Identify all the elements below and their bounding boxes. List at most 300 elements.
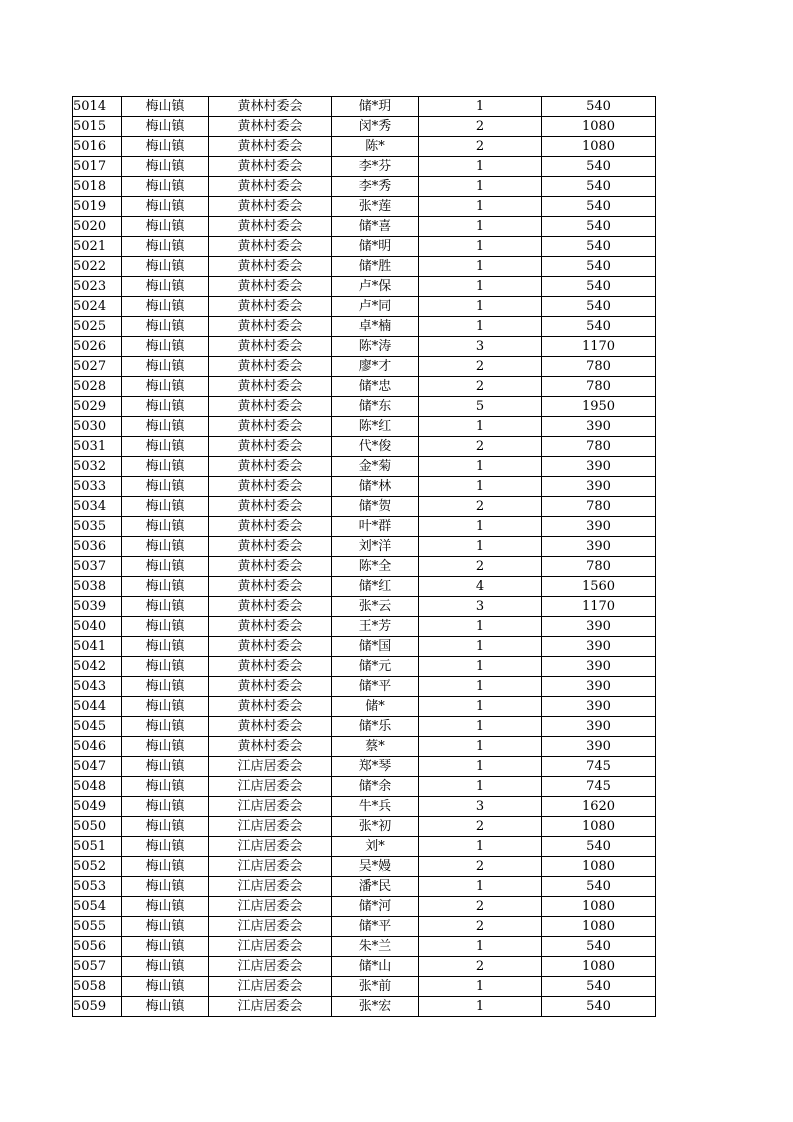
village-committee-cell: 江店居委会 [209,817,332,837]
household-count-cell: 2 [419,957,542,977]
village-committee-cell: 黄林村委会 [209,657,332,677]
town-cell: 梅山镇 [122,997,209,1017]
person-name-cell: 蔡* [332,737,419,757]
record-id-cell: 5031 [73,437,122,457]
town-cell: 梅山镇 [122,577,209,597]
town-cell: 梅山镇 [122,297,209,317]
person-name-cell: 王*芳 [332,617,419,637]
table-row [73,957,656,977]
village-committee-cell: 黄林村委会 [209,517,332,537]
household-count-cell: 2 [419,357,542,377]
household-count-cell: 2 [419,557,542,577]
person-name-cell: 李*秀 [332,177,419,197]
household-count-cell: 2 [419,437,542,457]
record-id-cell: 5051 [73,837,122,857]
village-committee-cell: 黄林村委会 [209,297,332,317]
amount-cell: 1080 [542,817,656,837]
amount-cell: 745 [542,757,656,777]
person-name-cell: 刘* [332,837,419,857]
amount-cell: 780 [542,437,656,457]
record-id-cell: 5020 [73,217,122,237]
record-id-cell: 5046 [73,737,122,757]
amount-cell: 1080 [542,897,656,917]
person-name-cell: 牛*兵 [332,797,419,817]
record-id-cell: 5016 [73,137,122,157]
household-count-cell: 1 [419,637,542,657]
amount-cell: 540 [542,877,656,897]
table-row [73,357,656,377]
amount-cell: 390 [542,617,656,637]
town-cell: 梅山镇 [122,497,209,517]
household-count-cell: 4 [419,577,542,597]
town-cell: 梅山镇 [122,957,209,977]
record-id-cell: 5019 [73,197,122,217]
record-id-cell: 5032 [73,457,122,477]
records-table-body [73,97,656,1017]
person-name-cell: 张*云 [332,597,419,617]
amount-cell: 390 [542,517,656,537]
person-name-cell: 刘*洋 [332,537,419,557]
person-name-cell: 储*河 [332,897,419,917]
record-id-cell: 5036 [73,537,122,557]
village-committee-cell: 黄林村委会 [209,157,332,177]
town-cell: 梅山镇 [122,757,209,777]
table-row [73,637,656,657]
table-row [73,117,656,137]
amount-cell: 780 [542,357,656,377]
village-committee-cell: 黄林村委会 [209,97,332,117]
amount-cell: 540 [542,237,656,257]
amount-cell: 1620 [542,797,656,817]
amount-cell: 540 [542,297,656,317]
record-id-cell: 5022 [73,257,122,277]
household-count-cell: 1 [419,977,542,997]
household-count-cell: 1 [419,877,542,897]
person-name-cell: 储*平 [332,677,419,697]
table-row [73,597,656,617]
record-id-cell: 5058 [73,977,122,997]
person-name-cell: 储*胜 [332,257,419,277]
household-count-cell: 1 [419,97,542,117]
town-cell: 梅山镇 [122,697,209,717]
town-cell: 梅山镇 [122,677,209,697]
town-cell: 梅山镇 [122,937,209,957]
town-cell: 梅山镇 [122,717,209,737]
household-count-cell: 1 [419,297,542,317]
village-committee-cell: 江店居委会 [209,777,332,797]
amount-cell: 540 [542,157,656,177]
household-count-cell: 1 [419,517,542,537]
amount-cell: 390 [542,417,656,437]
town-cell: 梅山镇 [122,917,209,937]
table-row [73,937,656,957]
town-cell: 梅山镇 [122,217,209,237]
table-row [73,577,656,597]
village-committee-cell: 黄林村委会 [209,377,332,397]
person-name-cell: 储*平 [332,917,419,937]
amount-cell: 540 [542,977,656,997]
person-name-cell: 廖*才 [332,357,419,377]
household-count-cell: 1 [419,277,542,297]
village-committee-cell: 黄林村委会 [209,477,332,497]
record-id-cell: 5026 [73,337,122,357]
household-count-cell: 1 [419,237,542,257]
person-name-cell: 张*宏 [332,997,419,1017]
amount-cell: 540 [542,177,656,197]
village-committee-cell: 黄林村委会 [209,497,332,517]
table-row [73,657,656,677]
person-name-cell: 卓*楠 [332,317,419,337]
person-name-cell: 张*前 [332,977,419,997]
village-committee-cell: 江店居委会 [209,757,332,777]
person-name-cell: 代*俊 [332,437,419,457]
person-name-cell: 陈*红 [332,417,419,437]
town-cell: 梅山镇 [122,897,209,917]
household-count-cell: 1 [419,997,542,1017]
record-id-cell: 5055 [73,917,122,937]
town-cell: 梅山镇 [122,837,209,857]
amount-cell: 780 [542,377,656,397]
town-cell: 梅山镇 [122,417,209,437]
household-count-cell: 1 [419,777,542,797]
village-committee-cell: 黄林村委会 [209,637,332,657]
person-name-cell: 储*林 [332,477,419,497]
table-row [73,457,656,477]
amount-cell: 540 [542,937,656,957]
table-row [73,897,656,917]
table-row [73,677,656,697]
person-name-cell: 张*初 [332,817,419,837]
village-committee-cell: 黄林村委会 [209,417,332,437]
table-row [73,277,656,297]
village-committee-cell: 江店居委会 [209,937,332,957]
town-cell: 梅山镇 [122,397,209,417]
town-cell: 梅山镇 [122,257,209,277]
person-name-cell: 朱*兰 [332,937,419,957]
person-name-cell: 卢*保 [332,277,419,297]
amount-cell: 1080 [542,137,656,157]
amount-cell: 780 [542,497,656,517]
record-id-cell: 5049 [73,797,122,817]
person-name-cell: 吴*嫚 [332,857,419,877]
household-count-cell: 1 [419,217,542,237]
village-committee-cell: 黄林村委会 [209,557,332,577]
village-committee-cell: 江店居委会 [209,897,332,917]
village-committee-cell: 黄林村委会 [209,597,332,617]
table-row [73,697,656,717]
town-cell: 梅山镇 [122,197,209,217]
amount-cell: 540 [542,217,656,237]
person-name-cell: 储*喜 [332,217,419,237]
household-count-cell: 3 [419,797,542,817]
table-row [73,917,656,937]
person-name-cell: 储*忠 [332,377,419,397]
town-cell: 梅山镇 [122,177,209,197]
town-cell: 梅山镇 [122,597,209,617]
person-name-cell: 陈*全 [332,557,419,577]
town-cell: 梅山镇 [122,777,209,797]
household-count-cell: 1 [419,697,542,717]
table-row [73,257,656,277]
table-row [73,297,656,317]
village-committee-cell: 黄林村委会 [209,437,332,457]
amount-cell: 540 [542,277,656,297]
household-count-cell: 1 [419,317,542,337]
household-count-cell: 1 [419,617,542,637]
household-count-cell: 1 [419,417,542,437]
record-id-cell: 5039 [73,597,122,617]
person-name-cell: 卢*同 [332,297,419,317]
amount-cell: 390 [542,537,656,557]
record-id-cell: 5025 [73,317,122,337]
village-committee-cell: 黄林村委会 [209,537,332,557]
table-row [73,217,656,237]
town-cell: 梅山镇 [122,117,209,137]
village-committee-cell: 黄林村委会 [209,577,332,597]
table-row [73,97,656,117]
record-id-cell: 5033 [73,477,122,497]
person-name-cell: 潘*民 [332,877,419,897]
table-row [73,237,656,257]
amount-cell: 780 [542,557,656,577]
record-id-cell: 5059 [73,997,122,1017]
household-count-cell: 1 [419,457,542,477]
record-id-cell: 5056 [73,937,122,957]
village-committee-cell: 黄林村委会 [209,337,332,357]
person-name-cell: 储* [332,697,419,717]
record-id-cell: 5044 [73,697,122,717]
record-id-cell: 5028 [73,377,122,397]
person-name-cell: 储*乐 [332,717,419,737]
record-id-cell: 5043 [73,677,122,697]
table-row [73,777,656,797]
household-count-cell: 2 [419,857,542,877]
town-cell: 梅山镇 [122,97,209,117]
person-name-cell: 叶*群 [332,517,419,537]
table-row [73,177,656,197]
town-cell: 梅山镇 [122,797,209,817]
person-name-cell: 储*余 [332,777,419,797]
person-name-cell: 陈* [332,137,419,157]
village-committee-cell: 黄林村委会 [209,397,332,417]
table-row [73,197,656,217]
record-id-cell: 5027 [73,357,122,377]
person-name-cell: 郑*琴 [332,757,419,777]
household-count-cell: 2 [419,497,542,517]
table-row [73,517,656,537]
village-committee-cell: 黄林村委会 [209,137,332,157]
village-committee-cell: 黄林村委会 [209,217,332,237]
record-id-cell: 5040 [73,617,122,637]
household-count-cell: 1 [419,537,542,557]
town-cell: 梅山镇 [122,477,209,497]
table-row [73,137,656,157]
person-name-cell: 储*元 [332,657,419,677]
town-cell: 梅山镇 [122,137,209,157]
table-row [73,437,656,457]
table-row [73,837,656,857]
table-row [73,737,656,757]
town-cell: 梅山镇 [122,517,209,537]
village-committee-cell: 黄林村委会 [209,697,332,717]
household-count-cell: 2 [419,917,542,937]
record-id-cell: 5041 [73,637,122,657]
town-cell: 梅山镇 [122,617,209,637]
amount-cell: 1080 [542,917,656,937]
amount-cell: 1950 [542,397,656,417]
table-row [73,377,656,397]
household-count-cell: 3 [419,597,542,617]
amount-cell: 1170 [542,597,656,617]
household-count-cell: 1 [419,657,542,677]
amount-cell: 1170 [542,337,656,357]
table-row [73,417,656,437]
village-committee-cell: 黄林村委会 [209,737,332,757]
table-row [73,997,656,1017]
record-id-cell: 5037 [73,557,122,577]
household-count-cell: 1 [419,257,542,277]
record-id-cell: 5053 [73,877,122,897]
record-id-cell: 5034 [73,497,122,517]
household-count-cell: 1 [419,837,542,857]
town-cell: 梅山镇 [122,977,209,997]
town-cell: 梅山镇 [122,337,209,357]
household-count-cell: 5 [419,397,542,417]
village-committee-cell: 江店居委会 [209,857,332,877]
village-committee-cell: 黄林村委会 [209,117,332,137]
person-name-cell: 储*贺 [332,497,419,517]
person-name-cell: 张*莲 [332,197,419,217]
town-cell: 梅山镇 [122,237,209,257]
table-row [73,157,656,177]
record-id-cell: 5030 [73,417,122,437]
record-id-cell: 5050 [73,817,122,837]
record-id-cell: 5014 [73,97,122,117]
amount-cell: 1080 [542,957,656,977]
town-cell: 梅山镇 [122,857,209,877]
record-id-cell: 5024 [73,297,122,317]
town-cell: 梅山镇 [122,657,209,677]
town-cell: 梅山镇 [122,277,209,297]
table-row [73,797,656,817]
record-id-cell: 5048 [73,777,122,797]
household-count-cell: 2 [419,817,542,837]
person-name-cell: 李*芬 [332,157,419,177]
household-count-cell: 1 [419,197,542,217]
record-id-cell: 5017 [73,157,122,177]
amount-cell: 540 [542,317,656,337]
village-committee-cell: 黄林村委会 [209,277,332,297]
record-id-cell: 5035 [73,517,122,537]
table-row [73,617,656,637]
record-id-cell: 5054 [73,897,122,917]
amount-cell: 540 [542,997,656,1017]
amount-cell: 540 [542,197,656,217]
town-cell: 梅山镇 [122,317,209,337]
record-id-cell: 5057 [73,957,122,977]
record-id-cell: 5029 [73,397,122,417]
person-name-cell: 储*东 [332,397,419,417]
village-committee-cell: 江店居委会 [209,917,332,937]
amount-cell: 1080 [542,857,656,877]
record-id-cell: 5021 [73,237,122,257]
household-count-cell: 2 [419,137,542,157]
village-committee-cell: 江店居委会 [209,877,332,897]
village-committee-cell: 黄林村委会 [209,457,332,477]
household-count-cell: 1 [419,677,542,697]
table-row [73,757,656,777]
household-count-cell: 1 [419,157,542,177]
village-committee-cell: 江店居委会 [209,797,332,817]
table-row [73,857,656,877]
village-committee-cell: 黄林村委会 [209,257,332,277]
village-committee-cell: 黄林村委会 [209,677,332,697]
table-row [73,817,656,837]
table-row [73,497,656,517]
town-cell: 梅山镇 [122,457,209,477]
town-cell: 梅山镇 [122,817,209,837]
town-cell: 梅山镇 [122,557,209,577]
table-row [73,557,656,577]
person-name-cell: 储*国 [332,637,419,657]
person-name-cell: 金*菊 [332,457,419,477]
household-count-cell: 2 [419,377,542,397]
person-name-cell: 闵*秀 [332,117,419,137]
village-committee-cell: 黄林村委会 [209,237,332,257]
table-row [73,877,656,897]
amount-cell: 1560 [542,577,656,597]
village-committee-cell: 黄林村委会 [209,717,332,737]
person-name-cell: 储*红 [332,577,419,597]
household-count-cell: 1 [419,737,542,757]
record-id-cell: 5047 [73,757,122,777]
village-committee-cell: 黄林村委会 [209,177,332,197]
amount-cell: 745 [542,777,656,797]
table-row [73,977,656,997]
record-id-cell: 5045 [73,717,122,737]
town-cell: 梅山镇 [122,737,209,757]
town-cell: 梅山镇 [122,377,209,397]
amount-cell: 390 [542,717,656,737]
record-id-cell: 5042 [73,657,122,677]
amount-cell: 1080 [542,117,656,137]
table-row [73,337,656,357]
village-committee-cell: 黄林村委会 [209,357,332,377]
town-cell: 梅山镇 [122,157,209,177]
village-committee-cell: 黄林村委会 [209,617,332,637]
amount-cell: 540 [542,97,656,117]
amount-cell: 390 [542,637,656,657]
table-row [73,717,656,737]
amount-cell: 390 [542,477,656,497]
record-id-cell: 5023 [73,277,122,297]
record-id-cell: 5015 [73,117,122,137]
household-count-cell: 1 [419,177,542,197]
table-row [73,397,656,417]
town-cell: 梅山镇 [122,437,209,457]
household-count-cell: 1 [419,757,542,777]
household-count-cell: 1 [419,477,542,497]
household-count-cell: 1 [419,937,542,957]
person-name-cell: 陈*涛 [332,337,419,357]
household-count-cell: 3 [419,337,542,357]
record-id-cell: 5038 [73,577,122,597]
person-name-cell: 储*明 [332,237,419,257]
person-name-cell: 储*山 [332,957,419,977]
town-cell: 梅山镇 [122,357,209,377]
village-committee-cell: 江店居委会 [209,977,332,997]
town-cell: 梅山镇 [122,637,209,657]
